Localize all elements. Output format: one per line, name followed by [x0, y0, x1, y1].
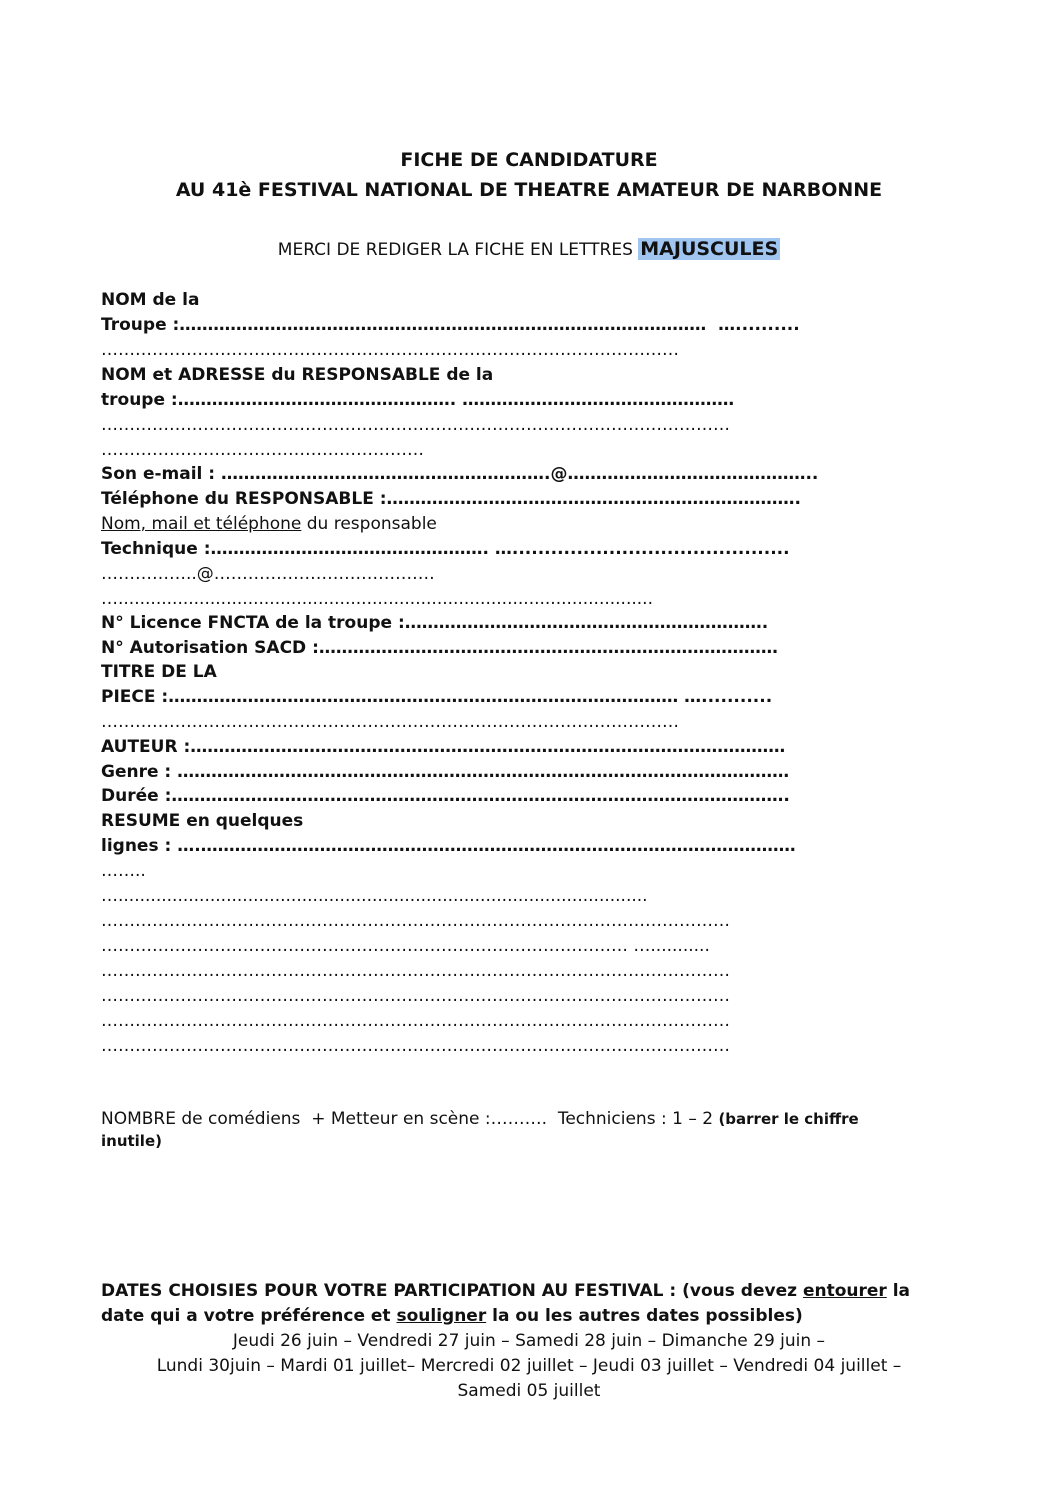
- summary-line[interactable]: …………………………………………………………………………………………………: [101, 911, 730, 931]
- summary-line[interactable]: …………………………………………………………………………………………………: [101, 1011, 730, 1031]
- sacd-authorization-field[interactable]: N° Autorisation SACD :………………………………………………………………………: [101, 638, 778, 658]
- technical-responsible-label: [101, 513, 437, 535]
- responsible-continuation-1[interactable]: …………………………………………………………………………………………………: [101, 415, 730, 435]
- dates-heading-text: DATES CHOISIES POUR VOTRE PARTICIPATION AU FESTIVAL : (vous devez: [101, 1281, 803, 1301]
- play-title-continuation[interactable]: …………………………………………………………………………………………: [101, 712, 679, 732]
- cross-out-note: (barrer le chiffre: [718, 1110, 859, 1128]
- capital-letters-instruction: [0, 238, 1058, 261]
- technical-label-underlined: Nom, mail et téléphone: [101, 514, 302, 534]
- dates-instruction-start: date qui a votre préférence et: [101, 1306, 397, 1326]
- summary-line[interactable]: …………………………………………………………………………………………………: [101, 1036, 730, 1056]
- technical-continuation-2[interactable]: …...................................................................................................: [101, 589, 653, 609]
- instruction-text: MERCI DE REDIGER LA FICHE EN LETTRES: [277, 240, 639, 260]
- summary-line[interactable]: …..................................................................................................: [101, 886, 648, 906]
- troupe-name-label: NOM de la: [101, 290, 200, 310]
- highlighted-word: MAJUSCULES: [640, 238, 779, 260]
- dates-instruction-underline-word: souligner: [396, 1306, 487, 1326]
- summary-line[interactable]: ………………………………………………………………………………… …...........: [101, 936, 710, 956]
- summary-field[interactable]: lignes : ….……………………………………………………………………………………………: [101, 836, 796, 856]
- dates-heading-circle-word: entourer: [802, 1281, 887, 1301]
- technical-field[interactable]: Technique :…………………………………………. …...........................................: [101, 539, 790, 559]
- dates-list-line2[interactable]: Lundi 30juin – Mardi 01 juillet– Mercredi 02 juillet – Jeudi 03 juillet – Vendredi 04 juillet –: [156, 1356, 902, 1376]
- email-field[interactable]: Son e-mail : ………………………………………………….@……………………………………..: [101, 464, 819, 484]
- responsible-field[interactable]: troupe :…………………………………………. …………………………………………: [101, 390, 735, 410]
- author-field[interactable]: AUTEUR :……………………………………………………………………………………………: [101, 737, 786, 757]
- dates-heading-end: la: [886, 1281, 910, 1301]
- genre-field[interactable]: Genre : ………………………………………………………………………………………………: [101, 762, 790, 782]
- dates-heading: [101, 1280, 910, 1302]
- summary-line[interactable]: …………………………………………………………………………………………………: [101, 961, 730, 981]
- form-title-line1: FICHE DE CANDIDATURE: [400, 149, 658, 171]
- duration-field[interactable]: Durée :……………………………………………………………………………………………….: [101, 786, 790, 806]
- fncta-licence-field[interactable]: N° Licence FNCTA de la troupe :……………………………………………………….: [101, 613, 769, 633]
- dates-list-line1[interactable]: Jeudi 26 juin – Vendredi 27 juin – Samedi 28 juin – Dimanche 29 juin –: [232, 1331, 826, 1351]
- responsible-continuation-2[interactable]: …………………………………………………: [101, 440, 424, 460]
- phone-field[interactable]: Téléphone du RESPONSABLE :……………………………………………………………….: [101, 489, 801, 509]
- summary-label: RESUME en quelques: [101, 811, 304, 831]
- play-title-label: TITRE DE LA: [101, 662, 217, 682]
- dates-list-line3[interactable]: Samedi 05 juillet: [457, 1381, 601, 1401]
- summary-line[interactable]: …………………………………………………………………………………………………: [101, 986, 730, 1006]
- form-title-line2: AU 41è FESTIVAL NATIONAL DE THEATRE AMATEUR DE NARBONNE: [175, 179, 883, 201]
- responsible-label: NOM et ADRESSE du RESPONSABLE de la: [101, 365, 494, 385]
- troupe-name-field[interactable]: Troupe :………………………………………………………………………………… …..........: [101, 315, 800, 335]
- technical-continuation-1[interactable]: ……………..@…………………………………: [101, 564, 435, 584]
- actors-count-field[interactable]: [101, 1108, 859, 1130]
- cross-out-note-end: inutile): [101, 1132, 162, 1150]
- summary-line[interactable]: ……..: [101, 861, 146, 881]
- actors-count-text: NOMBRE de comédiens + Metteur en scène :………. Techniciens : 1 – 2: [101, 1109, 719, 1129]
- troupe-name-continuation[interactable]: …………………………………………………………………………………………: [101, 340, 679, 360]
- play-title-field[interactable]: PIECE :……………………………………………………………………………… …...........: [101, 687, 773, 707]
- dates-instruction: [101, 1305, 803, 1327]
- technical-label-rest: du responsable: [301, 514, 437, 534]
- dates-instruction-end: la ou les autres dates possibles): [486, 1306, 803, 1326]
